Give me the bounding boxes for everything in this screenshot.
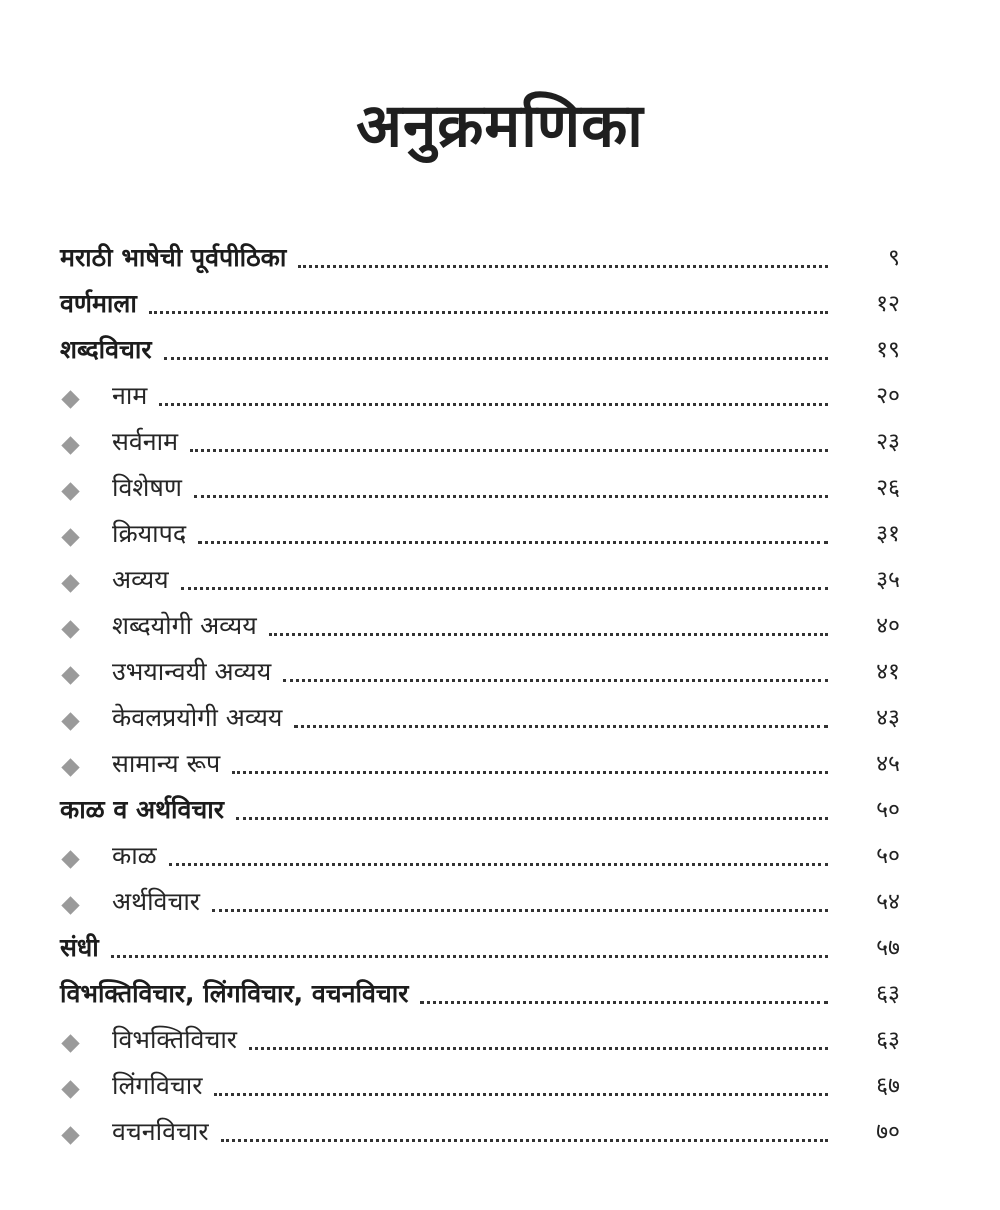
toc-subtopic-row — [60, 462, 900, 508]
toc-entry-label: क्रियापद — [112, 519, 187, 548]
toc-subtopic-row — [60, 600, 900, 646]
toc-entry-label: मराठी भाषेची पूर्वपीठिका — [60, 243, 287, 272]
dot-leader — [283, 679, 828, 682]
toc-subtopic-row — [60, 738, 900, 784]
toc-chapter-row — [60, 784, 900, 830]
toc-subtopic-row — [60, 1106, 900, 1152]
toc-page-number: ३५ — [876, 567, 900, 593]
toc-page-number: १२ — [876, 291, 900, 317]
dot-leader — [236, 817, 828, 820]
toc-entry-label: विभक्तिविचार — [112, 1025, 238, 1054]
toc-page-number: ६३ — [876, 981, 900, 1007]
dot-leader — [149, 311, 828, 314]
dot-leader — [111, 955, 828, 958]
dot-leader — [198, 541, 828, 544]
toc-entry-label: सर्वनाम — [112, 427, 179, 456]
toc-chapter-row — [60, 922, 900, 968]
toc-page-number: २६ — [876, 475, 900, 501]
toc-subtopic-row — [60, 416, 900, 462]
toc-subtopic-row — [60, 1060, 900, 1106]
toc-subtopic-row — [60, 508, 900, 554]
dot-leader — [181, 587, 828, 590]
toc-page-number: १९ — [876, 337, 900, 363]
dot-leader — [269, 633, 828, 636]
toc-subtopic-row — [60, 830, 900, 876]
toc-entry-label: वर्णमाला — [60, 289, 137, 318]
toc-page-number: ५४ — [876, 889, 900, 915]
dot-leader — [298, 265, 828, 268]
toc-subtopic-row — [60, 692, 900, 738]
toc-page-number: ३१ — [876, 521, 900, 547]
table-of-contents — [60, 232, 900, 1152]
dot-leader — [294, 725, 828, 728]
toc-page-number: ४० — [876, 613, 900, 639]
toc-page-number: ५० — [876, 843, 900, 869]
toc-entry-label: केवलप्रयोगी अव्यय — [112, 703, 283, 732]
toc-entry-label: शब्दविचार — [60, 335, 152, 364]
toc-subtopic-row — [60, 646, 900, 692]
toc-chapter-row — [60, 278, 900, 324]
dot-leader — [169, 863, 828, 866]
dot-leader — [221, 1139, 828, 1142]
toc-page-number: ४३ — [876, 705, 900, 731]
toc-chapter-row — [60, 232, 900, 278]
toc-page-number: ६३ — [876, 1027, 900, 1053]
toc-entry-label: अर्थविचार — [112, 887, 201, 916]
toc-page-number: ४१ — [876, 659, 900, 685]
dot-leader — [212, 909, 828, 912]
toc-subtopic-row — [60, 370, 900, 416]
dot-leader — [159, 403, 828, 406]
toc-entry-label: काळ — [112, 841, 157, 870]
toc-chapter-row — [60, 968, 900, 1014]
toc-page-number: ५० — [876, 797, 900, 823]
page-title: अनुक्रमणिका — [356, 91, 644, 162]
toc-page-number: ६७ — [876, 1073, 900, 1099]
dot-leader — [249, 1047, 828, 1050]
toc-entry-label: उभयान्वयी अव्यय — [112, 657, 272, 686]
toc-subtopic-row — [60, 876, 900, 922]
toc-page-number: ५७ — [876, 935, 900, 961]
toc-subtopic-row — [60, 554, 900, 600]
dot-leader — [420, 1001, 828, 1004]
toc-page-number: २३ — [876, 429, 900, 455]
toc-entry-label: काळ व अर्थविचार — [60, 795, 225, 824]
toc-subtopic-row — [60, 1014, 900, 1060]
dot-leader — [232, 771, 828, 774]
toc-entry-label: सामान्य रूप — [112, 749, 221, 778]
toc-chapter-row — [60, 324, 900, 370]
toc-entry-label: शब्दयोगी अव्यय — [112, 611, 257, 640]
toc-entry-label: विशेषण — [112, 473, 182, 502]
toc-entry-label: लिंगविचार — [112, 1071, 203, 1100]
toc-page-number: ७० — [876, 1119, 900, 1145]
toc-page-number: ९ — [888, 245, 900, 271]
dot-leader — [164, 357, 828, 360]
toc-entry-label: वचनविचार — [112, 1117, 209, 1146]
toc-page-number: ४५ — [876, 751, 900, 777]
toc-entry-label: विभक्तिविचार, लिंगविचार, वचनविचार — [60, 979, 409, 1008]
toc-page-number: २० — [876, 383, 900, 409]
toc-entry-label: संधी — [60, 933, 99, 962]
dot-leader — [194, 495, 828, 498]
dot-leader — [190, 449, 828, 452]
dot-leader — [214, 1093, 828, 1096]
toc-entry-label: नाम — [112, 381, 148, 410]
toc-entry-label: अव्यय — [112, 565, 169, 594]
